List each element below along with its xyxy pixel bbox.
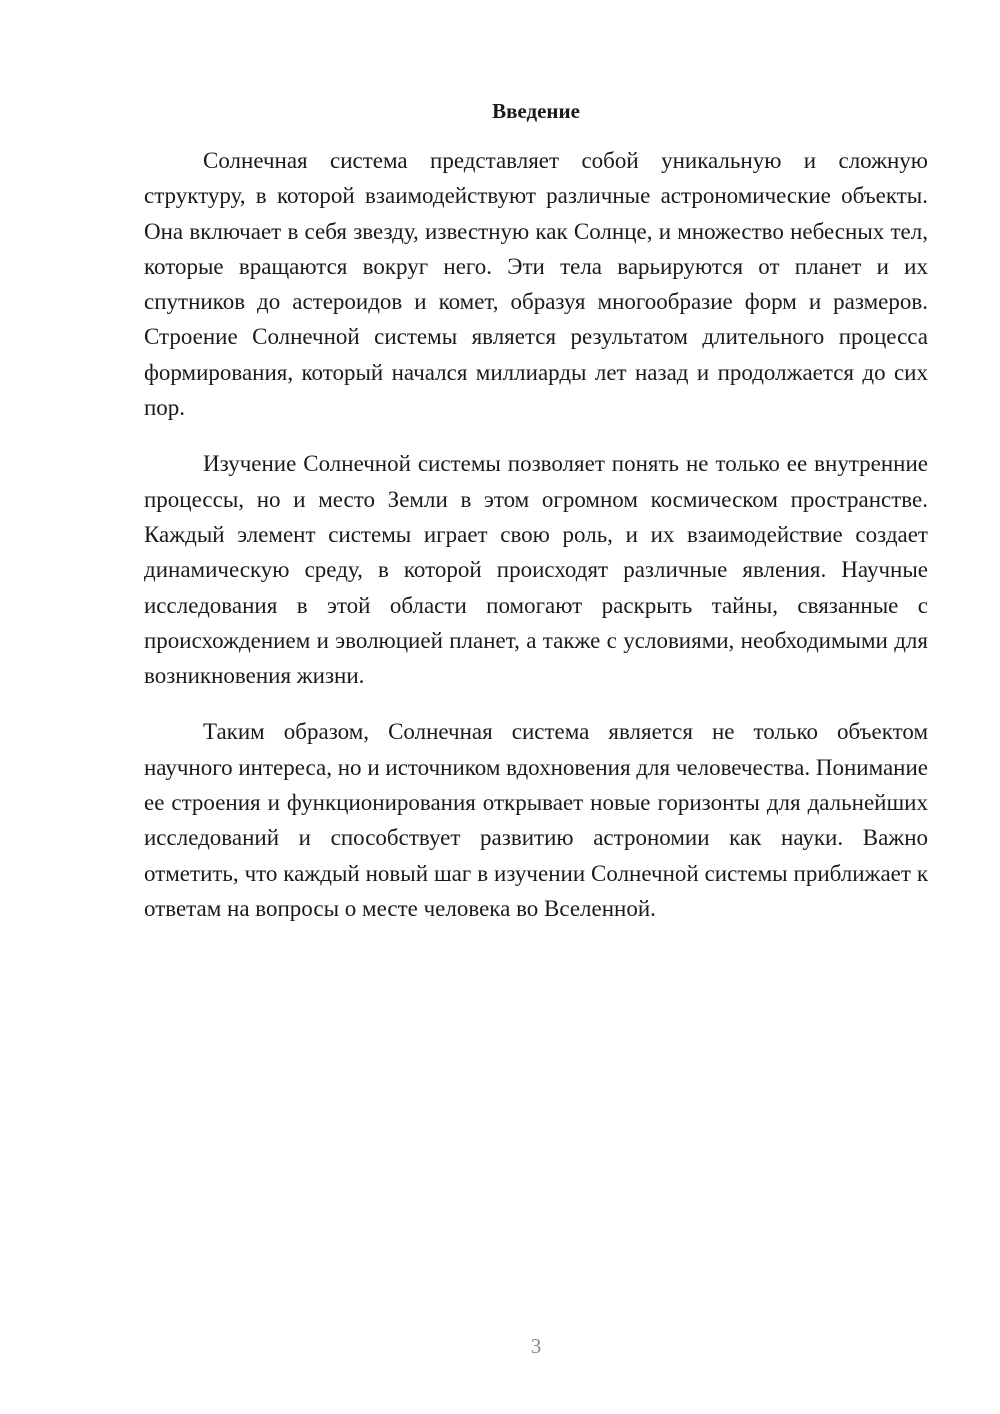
paragraph-2: Изучение Солнечной системы позволяет понять не только ее внутренние процессы, но и место Земли в этом огромном космическом пространстве. Каждый элемент системы играет свою роль, и их взаимодействие создает динамическую среду, в которой происходят различные явления. Научные исследования в этой области помогают раскрыть тайны, связанные с происхождением и эволюцией планет, а также с условиями, необходимыми для возникновения жизни. [144, 451, 928, 689]
page-number: 3 [530, 1334, 542, 1358]
paragraph-1: Солнечная система представляет собой уникальную и сложную структуру, в которой взаимодействуют различные астрономические объекты. Она включает в себя звезду, известную как Солнце, и множество небесных тел, которые вращаются вокруг него. Эти тела варьируются от планет и их спутников до астероидов и комет, образуя многообразие форм и размеров. Строение Солнечной системы является результатом длительного процесса формирования, который начался миллиарды лет назад и продолжается до сих пор. [144, 148, 928, 421]
section-title: Введение [492, 99, 580, 123]
document-body [144, 143, 928, 947]
paragraph-3: Таким образом, Солнечная система является не только объектом научного интереса, но и источником вдохновения для человечества. Понимание ее строения и функционирования открывает новые горизонты для дальнейших исследований и способствует развитию астрономии как науки. Важно отметить, что каждый новый шаг в изучении Солнечной системы приближает к ответам на вопросы о месте человека во Вселенной. [144, 719, 928, 921]
